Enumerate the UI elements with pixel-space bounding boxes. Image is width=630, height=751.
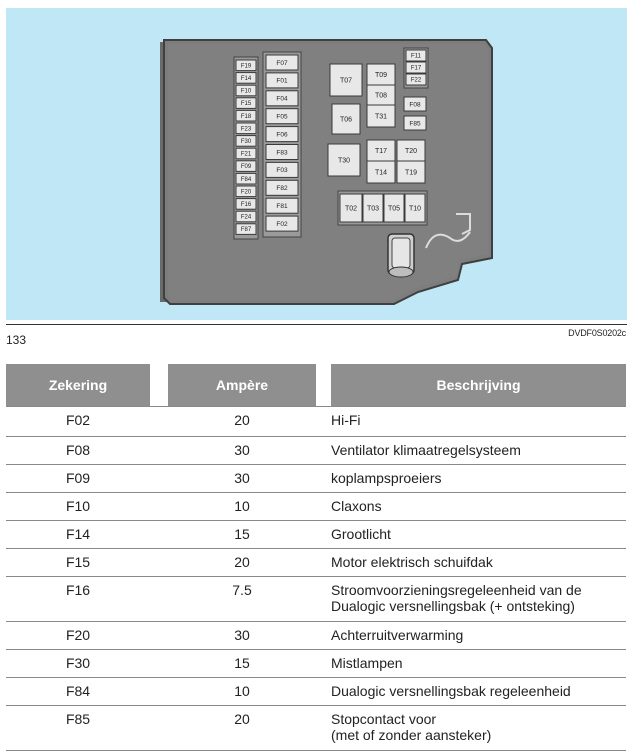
- fuse-f82: [266, 180, 298, 195]
- svg-text:F84: F84: [240, 176, 252, 183]
- svg-text:F09: F09: [240, 164, 252, 171]
- svg-text:T06: T06: [339, 116, 353, 124]
- svg-text:T31: T31: [374, 113, 388, 121]
- cell-fuse: F30: [65, 655, 91, 671]
- svg-text:T17: T17: [374, 147, 388, 155]
- fuse-f15: [236, 98, 256, 109]
- table-row: [6, 577, 626, 622]
- relay-t10: [405, 194, 425, 222]
- svg-text:F08: F08: [409, 101, 421, 109]
- cell-fuse: F20: [65, 627, 91, 643]
- cell-amps: 20: [234, 711, 250, 727]
- description-line: Grootlicht: [331, 526, 391, 542]
- svg-text:F23: F23: [240, 126, 252, 133]
- description-line: Dualogic versnellingsbak (+ ontsteking): [331, 598, 575, 614]
- fuse-table: [6, 364, 626, 751]
- cell-description: [331, 627, 626, 643]
- figure-number: 133: [6, 333, 27, 347]
- fuse-f84: [236, 173, 256, 184]
- relay-t07: [330, 64, 362, 96]
- svg-text:F30: F30: [240, 139, 252, 145]
- cell-description: [331, 655, 626, 671]
- description-line: Stroomvoorzieningsregeleenheid van de: [331, 582, 582, 598]
- description-line: Hi-Fi: [331, 412, 361, 428]
- cell-fuse: F84: [65, 683, 91, 699]
- fuse-f01: [266, 73, 298, 88]
- fuse-f87: [236, 224, 256, 235]
- svg-text:F14: F14: [240, 76, 252, 82]
- header-zekering: Zekering: [6, 364, 150, 406]
- svg-text:T20: T20: [404, 147, 418, 155]
- header-ampere: Ampère: [168, 364, 316, 406]
- cell-amps: 30: [234, 627, 250, 643]
- fuse-f04: [266, 91, 298, 106]
- cell-fuse: F02: [65, 412, 91, 428]
- relay-t17: [367, 140, 395, 161]
- cell-amps: 15: [234, 526, 250, 542]
- cell-description: [331, 554, 626, 570]
- svg-text:T03: T03: [366, 205, 380, 213]
- svg-text:F19: F19: [240, 63, 252, 70]
- relay-t19: [397, 161, 425, 183]
- cell-fuse: F09: [65, 470, 91, 486]
- svg-text:F10: F10: [240, 88, 252, 95]
- fuse-f83: [266, 145, 298, 160]
- relay-t05: [384, 194, 404, 222]
- fuse-f05: [266, 109, 298, 124]
- svg-text:T07: T07: [339, 77, 353, 85]
- svg-text:F21: F21: [240, 151, 252, 158]
- svg-text:T19: T19: [404, 169, 418, 177]
- fuse-f09: [236, 161, 256, 172]
- svg-text:F07: F07: [276, 59, 288, 67]
- table-row: [6, 650, 626, 678]
- cell-fuse: F15: [65, 554, 91, 570]
- header-beschrijving: Beschrijving: [331, 364, 626, 406]
- fuse-f24: [236, 211, 256, 222]
- svg-text:F87: F87: [240, 227, 252, 234]
- cell-amps: 15: [234, 655, 250, 671]
- svg-text:F20: F20: [240, 189, 252, 196]
- table-row: [6, 678, 626, 706]
- fuse-f17: [406, 62, 426, 73]
- svg-text:T05: T05: [387, 205, 401, 213]
- cell-description: [331, 711, 626, 743]
- fuse-f19: [236, 60, 256, 71]
- cell-description: [331, 412, 626, 428]
- fuse-f10: [236, 85, 256, 96]
- fuse-f22: [406, 74, 426, 85]
- cell-description: [331, 582, 626, 614]
- figure-rule: [6, 324, 627, 325]
- table-row: [6, 521, 626, 549]
- fuse-box-figure: [6, 8, 627, 320]
- description-line: (met of zonder aansteker): [331, 727, 492, 743]
- svg-text:F04: F04: [276, 95, 288, 103]
- table-row: [6, 406, 626, 437]
- relay-t08: [367, 85, 395, 105]
- svg-text:F82: F82: [276, 185, 288, 193]
- svg-text:T10: T10: [408, 205, 422, 213]
- svg-text:F05: F05: [276, 113, 288, 121]
- relay-t30: [328, 144, 360, 176]
- table-row: [6, 465, 626, 493]
- cell-description: [331, 683, 626, 699]
- cell-description: [331, 470, 626, 486]
- cell-amps: 7.5: [232, 582, 252, 598]
- cell-amps: 30: [234, 442, 250, 458]
- svg-text:T02: T02: [344, 205, 358, 213]
- svg-text:F03: F03: [276, 167, 288, 175]
- svg-text:T09: T09: [374, 71, 388, 79]
- svg-text:F85: F85: [409, 120, 421, 128]
- fuse-f14: [236, 73, 256, 84]
- description-line: Dualogic versnellingsbak regeleenheid: [331, 683, 571, 699]
- description-line: Mistlampen: [331, 655, 403, 671]
- svg-text:F16: F16: [240, 202, 252, 208]
- fuse-f07: [266, 55, 298, 70]
- description-line: koplampsproeiers: [331, 470, 442, 486]
- fuse-f03: [266, 162, 298, 177]
- svg-text:F22: F22: [410, 77, 422, 84]
- fuse-f23: [236, 123, 256, 134]
- fuse-f85: [404, 116, 426, 130]
- cell-fuse: F08: [65, 442, 91, 458]
- cell-amps: 10: [234, 683, 250, 699]
- fuse-f21: [236, 148, 256, 159]
- cell-amps: 10: [234, 498, 250, 514]
- figure-code: DVDF0S0202c: [568, 328, 626, 338]
- table-row: [6, 549, 626, 577]
- table-row: [6, 706, 626, 751]
- relay-t03: [363, 194, 383, 222]
- svg-text:F15: F15: [240, 101, 252, 108]
- fuse-f11: [406, 50, 426, 61]
- table-header: [6, 364, 626, 406]
- table-row: [6, 437, 626, 465]
- description-line: Claxons: [331, 498, 382, 514]
- cell-description: [331, 442, 626, 458]
- fuse-f16: [236, 199, 256, 210]
- cell-amps: 20: [234, 412, 250, 428]
- description-line: Achterruitverwarming: [331, 627, 464, 643]
- fuse-f20: [236, 186, 256, 197]
- fuse-f08: [404, 97, 426, 111]
- cell-description: [331, 526, 626, 542]
- relay-t31: [367, 105, 395, 127]
- fuse-f18: [236, 110, 256, 121]
- fuse-f02: [266, 216, 298, 231]
- table-row: [6, 622, 626, 650]
- fuse-box-diagram: [6, 8, 627, 320]
- description-line: Motor elektrisch schuifdak: [331, 554, 493, 570]
- svg-text:F11: F11: [411, 53, 421, 60]
- cell-fuse: F85: [65, 711, 91, 727]
- svg-text:F17: F17: [410, 65, 422, 72]
- table-row: [6, 493, 626, 521]
- svg-text:F81: F81: [276, 202, 288, 210]
- svg-text:F06: F06: [276, 131, 288, 139]
- description-line: Stopcontact voor: [331, 711, 437, 727]
- description-line: Ventilator klimaatregelsysteem: [331, 442, 521, 458]
- cell-amps: 20: [234, 554, 250, 570]
- cell-description: [331, 498, 626, 514]
- svg-text:F18: F18: [240, 113, 252, 120]
- fuse-f30: [236, 136, 256, 147]
- svg-text:T08: T08: [374, 92, 388, 100]
- relay-t02: [340, 194, 362, 222]
- fuse-f06: [266, 127, 298, 142]
- fuse-f81: [266, 198, 298, 213]
- svg-text:T14: T14: [374, 169, 388, 177]
- relay-t06: [332, 104, 360, 134]
- relay-t09: [367, 64, 395, 85]
- relay-t20: [397, 140, 425, 161]
- cell-amps: 30: [234, 470, 250, 486]
- relay-t14: [367, 161, 395, 183]
- svg-text:F02: F02: [276, 220, 288, 228]
- svg-text:F01: F01: [276, 77, 288, 85]
- svg-text:T30: T30: [337, 157, 351, 165]
- cell-fuse: F14: [65, 526, 91, 542]
- cell-fuse: F10: [65, 498, 91, 514]
- svg-text:F24: F24: [240, 214, 252, 221]
- cell-fuse: F16: [65, 582, 91, 598]
- svg-text:F83: F83: [276, 149, 288, 157]
- table-body: [6, 406, 626, 751]
